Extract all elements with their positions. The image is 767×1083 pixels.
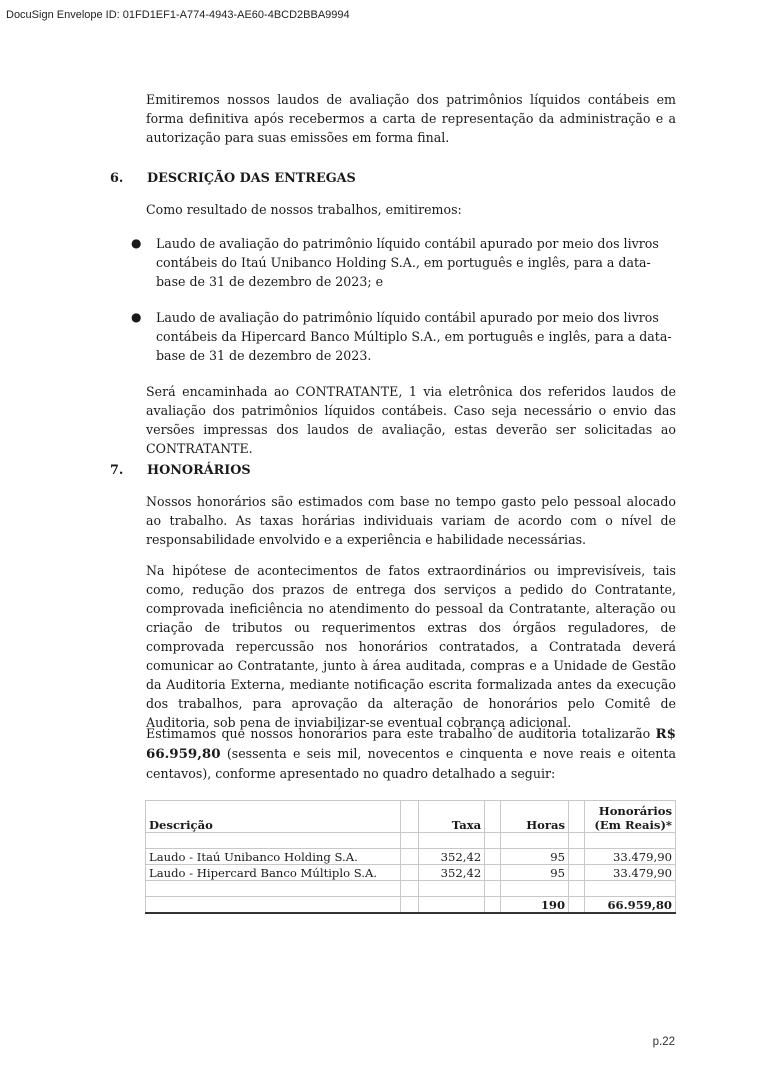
deliverable-bullet-2: Laudo de avaliação do patrimônio líquido contábil apurado por meio dos livros contábeis da Hipercard Banco Múltiplo S.A., em português e inglês, para a data-base de 31 de dezembro de 2023.	[156, 310, 672, 363]
header-fees-line1: Honorários	[598, 804, 672, 818]
row-description: Laudo - Hipercard Banco Múltiplo S.A.	[146, 865, 401, 881]
section-7-title: HONORÁRIOS	[147, 463, 251, 478]
page-number: p.22	[652, 1036, 675, 1048]
table-spacer-row	[146, 833, 676, 849]
section-7-heading	[110, 463, 670, 478]
section-6-title: DESCRIÇÃO DAS ENTREGAS	[147, 171, 356, 186]
header-rate: Taxa	[419, 801, 485, 833]
bullet-icon: ●	[131, 310, 142, 324]
section-7-paragraph-3	[146, 724, 676, 783]
total-fees: 66.959,80	[584, 897, 675, 914]
row-fees: 33.479,90	[584, 865, 675, 881]
intro-paragraph: Emitiremos nossos laudos de avaliação dos patrimônios líquidos contábeis em forma definitiva após recebermos a carta de representação da administração e a autorização para suas emissões em forma final.	[146, 92, 676, 145]
section-6-heading	[110, 171, 670, 186]
row-rate: 352,42	[419, 865, 485, 881]
deliverable-bullet-1: Laudo de avaliação do patrimônio líquido contábil apurado por meio dos livros contábeis do Itaú Unibanco Holding S.A., em português e inglês, para a data-base de 31 de dezembro de 2023; e	[156, 236, 659, 289]
section-6-number: 6.	[110, 171, 124, 186]
header-fees	[584, 801, 675, 833]
bullet-icon: ●	[131, 236, 142, 250]
row-hours: 95	[501, 849, 569, 865]
fee-amount-in-words: (sessenta e seis mil, novecentos e cinquenta e nove reais e oitenta centavos), conforme apresentado no quadro detalhado a seguir:	[146, 746, 676, 781]
section-6-closing: Será encaminhada ao CONTRATANTE, 1 via eletrônica dos referidos laudos de avaliação dos patrimônios líquidos contábeis. Caso seja necessário o envio das versões impressas dos laudos de avaliação, estas deverão ser solicitadas ao CONTRATANTE.	[146, 384, 676, 456]
total-hours: 190	[501, 897, 569, 914]
header-fees-line2: (Em Reais)*	[594, 818, 672, 832]
table-spacer-row	[146, 881, 676, 897]
header-hours: Horas	[501, 801, 569, 833]
table-total-row	[146, 897, 676, 914]
fee-total-amount: R$ 66.959,80	[146, 726, 676, 762]
fee-table-header-row	[146, 801, 676, 833]
section-7-number: 7.	[110, 463, 124, 478]
fee-table	[145, 800, 676, 914]
fee-estimate-intro: Estimamos que nossos honorários para este trabalho de auditoria totalizarão	[146, 726, 651, 741]
header-description: Descrição	[146, 801, 401, 833]
row-fees: 33.479,90	[584, 849, 675, 865]
row-rate: 352,42	[419, 849, 485, 865]
table-row	[146, 865, 676, 881]
section-7-paragraph-1: Nossos honorários são estimados com base no tempo gasto pelo pessoal alocado ao trabalho. As taxas horárias individuais variam de acordo com o nível de responsabilidade envolvido e a experiência e habilidade necessárias.	[146, 494, 676, 547]
section-7-paragraph-2: Na hipótese de acontecimentos de fatos extraordinários ou imprevisíveis, tais como, redução dos prazos de entrega dos serviços a pedido do Contratante, comprovada ineficiência no atendimento do pessoal da Contratante, alteração ou criação de tributos ou requerimentos extras dos órgãos reguladores, de comprovada repercussão nos honorários contratados, a Contratada deverá comunicar ao Contratante, junto à área auditada, compras e a Unidade de Gestão da Auditoria Externa, mediante notificação escrita formalizada antes da execução dos trabalhos, para aprovação da alteração de honorários pelo Comitê de Auditoria, sob pena de inviabilizar-se eventual cobrança adicional.	[146, 563, 676, 730]
table-row	[146, 849, 676, 865]
section-6-lead: Como resultado de nossos trabalhos, emitiremos:	[146, 202, 462, 217]
row-description: Laudo - Itaú Unibanco Holding S.A.	[146, 849, 401, 865]
row-hours: 95	[501, 865, 569, 881]
envelope-id: DocuSign Envelope ID: 01FD1EF1-A774-4943-AE60-4BCD2BBA9994	[6, 9, 350, 21]
